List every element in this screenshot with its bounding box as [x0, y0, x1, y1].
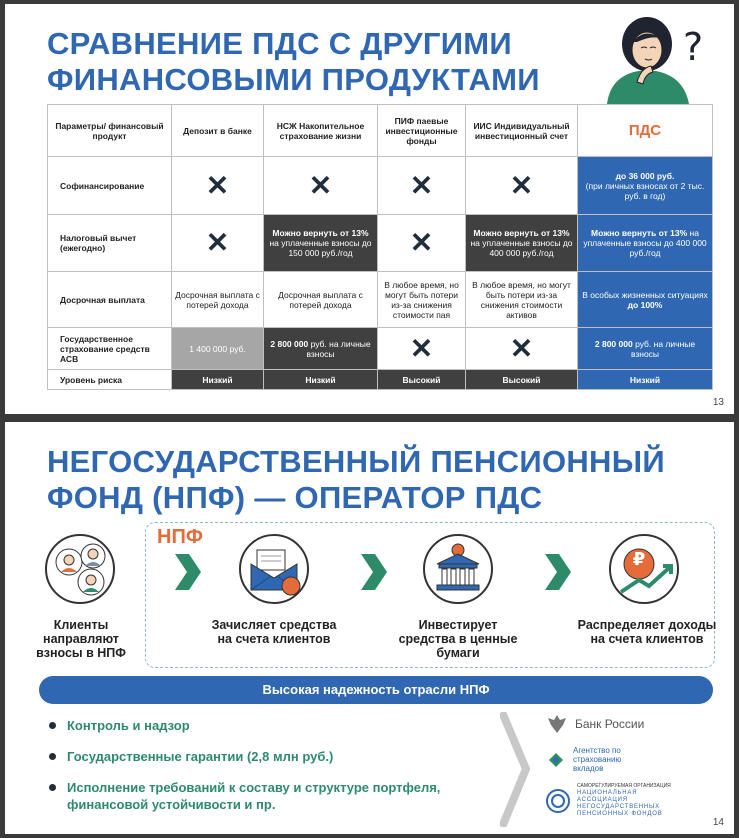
- row-label-cofin: Софинансирование: [48, 157, 172, 215]
- cross-icon: ✕: [466, 328, 578, 370]
- envelope-circle: [239, 534, 309, 604]
- cross-icon: ✕: [264, 157, 378, 215]
- row-label-tax: Налоговый вычет (ежегодно): [48, 215, 172, 272]
- cell-nszh-early: Досрочная выплата с потерей дохода: [264, 272, 378, 328]
- header-nszh: НСЖ Накопительное страхование жизни: [264, 105, 378, 157]
- title-line-1: СРАВНЕНИЕ ПДС С ДРУГИМИ: [47, 26, 512, 61]
- bullet-list: [47, 717, 517, 827]
- step-caption: Инвестирует средства в ценные бумаги: [398, 618, 518, 660]
- cell-deposit-risk: Низкий: [172, 370, 264, 390]
- nap-name: НАЦИОНАЛЬНАЯ АССОЦИАЦИЯ НЕГОСУДАРСТВЕННЫХ ПЕНСИОННЫХ ФОНДОВ: [577, 790, 663, 817]
- chevron-right-icon: [359, 552, 389, 592]
- cell-nszh-risk: Низкий: [264, 370, 378, 390]
- bank-building-icon: [425, 536, 491, 602]
- cross-icon: ✕: [172, 215, 264, 272]
- chevron-right-icon: [543, 552, 573, 592]
- page-number: 14: [712, 817, 724, 828]
- clients-icon: [47, 536, 113, 602]
- step-caption: Зачисляет средства на счета клиентов: [211, 618, 337, 646]
- title-line-2: ФОНД (НПФ) — ОПЕРАТОР ПДС: [47, 480, 543, 515]
- row-label-risk: Уровень риска: [48, 370, 172, 390]
- reliability-banner: Высокая надежность отрасли НПФ: [39, 676, 713, 704]
- slide-13: [5, 4, 734, 414]
- cross-icon: ✕: [378, 157, 466, 215]
- cell-nszh-tax: Можно вернуть от 13% на уплаченные взносы до 150 000 руб./год: [264, 215, 378, 272]
- thinking-woman-illustration: [597, 12, 717, 104]
- clients-circle: [45, 534, 115, 604]
- table-row: [48, 215, 713, 272]
- table-row: [48, 328, 713, 370]
- partner-logos: [545, 712, 705, 828]
- header-param: Параметры/ финансовый продукт: [48, 105, 172, 157]
- ruble-growth-circle: [609, 534, 679, 604]
- header-pds: ПДС: [578, 105, 713, 157]
- slide-title: [47, 444, 665, 516]
- chevron-right-icon: [173, 552, 203, 592]
- cell-iis-tax: Можно вернуть от 13% на уплаченные взносы до 400 000 руб./год: [466, 215, 578, 272]
- step-caption: Распределяет доходы на счета клиентов: [577, 618, 717, 646]
- cell-pds-risk: Низкий: [578, 370, 713, 390]
- table-header-row: [48, 105, 713, 157]
- cell-nszh-asv: 2 800 000 руб. на личные взносы: [264, 328, 378, 370]
- comparison-table: [47, 104, 713, 390]
- list-item: Государственные гарантии (2,8 млн руб.): [47, 748, 517, 765]
- step-caption: Клиенты направляют взносы в НПФ: [36, 618, 126, 660]
- asv-emblem-icon: [545, 749, 567, 771]
- divider-chevron: [500, 712, 530, 827]
- cbr-logo: Банк России: [545, 712, 705, 736]
- table-row: [48, 370, 713, 390]
- nap-org-type: САМОРЕГУЛИРУЕМАЯ ОРГАНИЗАЦИЯ: [577, 783, 671, 789]
- list-item: Контроль и надзор: [47, 717, 517, 734]
- row-label-asv: Государственное страхование средств АСВ: [48, 328, 172, 370]
- cell-iis-early: В любое время, но могут быть потери из-за снижения стоимости активов: [466, 272, 578, 328]
- cell-deposit-asv: 1 400 000 руб.: [172, 328, 264, 370]
- eagle-icon: [545, 712, 569, 736]
- cell-pds-cofin: до 36 000 руб. (при личных взносах от 2 тыс. руб. в год): [578, 157, 713, 215]
- nap-emblem-icon: [545, 788, 571, 814]
- table-row: [48, 157, 713, 215]
- page-number: 13: [712, 397, 724, 408]
- cell-pif-risk: Высокий: [378, 370, 466, 390]
- cross-icon: ✕: [466, 157, 578, 215]
- cell-pif-early: В любое время, но могут быть потери из-за снижения стоимости пая: [378, 272, 466, 328]
- slide-14: [5, 422, 734, 834]
- npf-label: НПФ: [157, 526, 203, 548]
- bank-building-circle: [423, 534, 493, 604]
- cell-pds-early: В особых жизненных ситуациях до 100%: [578, 272, 713, 328]
- cross-icon: ✕: [378, 215, 466, 272]
- title-line-1: НЕГОСУДАРСТВЕННЫЙ ПЕНСИОННЫЙ: [47, 444, 665, 479]
- svg-text:?: ?: [683, 25, 704, 69]
- cell-pds-asv: 2 800 000 руб. на личные взносы: [578, 328, 713, 370]
- nap-logo: [545, 783, 705, 818]
- asv-logo: Агентство по страхованию вкладов: [545, 746, 705, 773]
- cell-iis-risk: Высокий: [466, 370, 578, 390]
- row-label-early: Досрочная выплата: [48, 272, 172, 328]
- slide-title: [47, 26, 540, 98]
- table-row: [48, 272, 713, 328]
- cell-pds-tax: Можно вернуть от 13% на уплаченные взносы до 400 000 руб./год: [578, 215, 713, 272]
- list-item: Исполнение требований к составу и структуре портфеля, финансовой устойчивости и пр.: [47, 779, 517, 813]
- cross-icon: ✕: [172, 157, 264, 215]
- envelope-icon: [241, 536, 307, 602]
- cross-icon: ✕: [378, 328, 466, 370]
- title-line-2: ФИНАНСОВЫМИ ПРОДУКТАМИ: [47, 62, 540, 97]
- ruble-sign: ₽: [632, 549, 646, 570]
- header-iis: ИИС Индивидуальный инвестиционный счет: [466, 105, 578, 157]
- cell-deposit-early: Досрочная выплата с потерей дохода: [172, 272, 264, 328]
- header-deposit: Депозит в банке: [172, 105, 264, 157]
- header-pif: ПИФ паевые инвестиционные фонды: [378, 105, 466, 157]
